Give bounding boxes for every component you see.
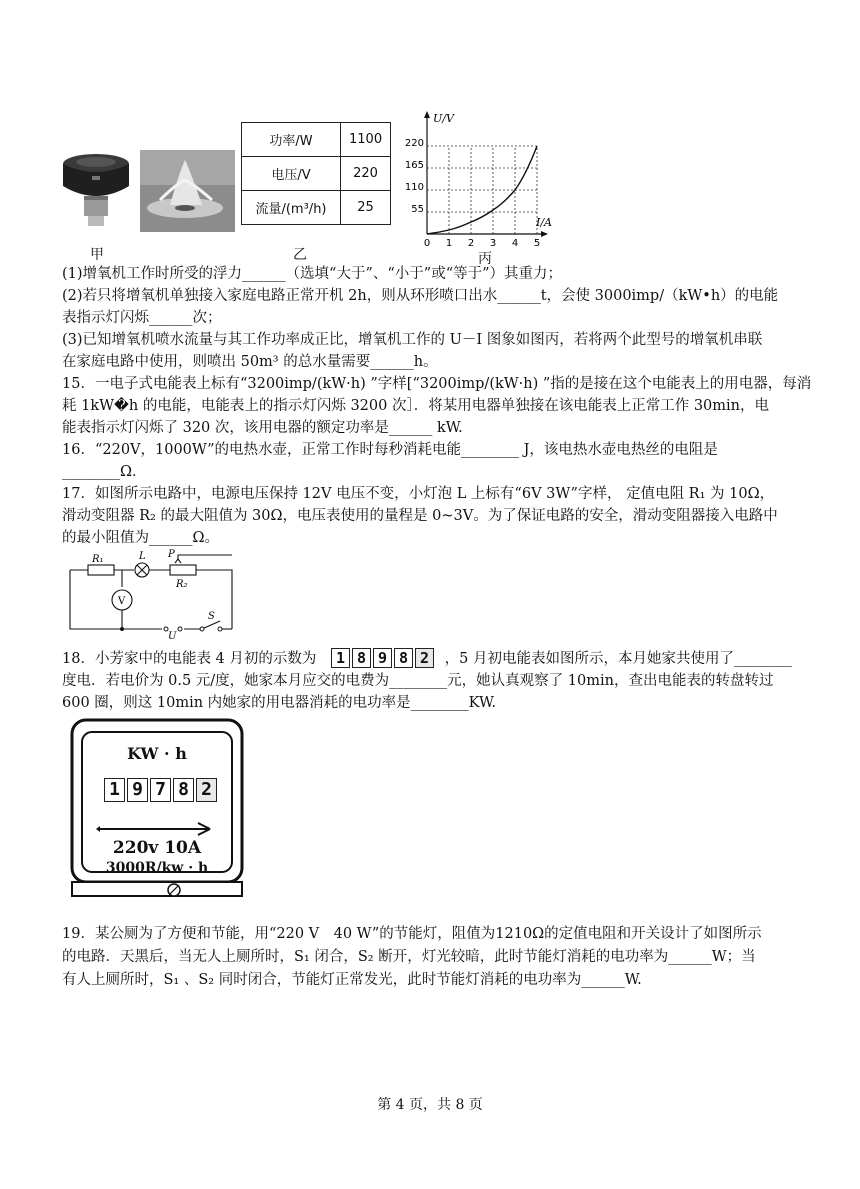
x-tick-label: 3: [489, 238, 497, 249]
meter-digit: 1: [104, 778, 125, 802]
electric-meter: [70, 718, 244, 898]
switch-label: S: [208, 611, 215, 622]
x-tick-label: 2: [467, 238, 475, 249]
question-line: 19．某公厕为了方便和节能，用“220 V 40 W”的节能灯，阻值为1210Ω的定值电阻和开关设计了如图所示: [62, 926, 762, 942]
spec-key: 功率/W: [242, 123, 341, 157]
x-axis-arrow: [541, 231, 548, 237]
meter-rating: 220v 10A: [112, 838, 202, 858]
q18-part1: 18．小芳家中的电能表 4 月初的示数为: [62, 651, 317, 667]
table-row: [242, 191, 391, 225]
aerator-device-image: [60, 150, 132, 232]
question-line: 16．“220V，1000W”的电热水壶，正常工作时每秒消耗电能________ J，该电热水壶电热丝的电阻是: [62, 442, 718, 458]
y-tick-label: 110: [404, 182, 424, 193]
question-line: 600 圈，则这 10min 内她家的用电器消耗的电功率是________KW.: [62, 695, 496, 711]
voltmeter-label: V: [118, 596, 126, 607]
meter-digits: [104, 778, 219, 802]
question-line: 的最小阻值为______Ω。: [62, 530, 220, 546]
digit: 2: [415, 648, 434, 668]
y-tick-label: 55: [411, 204, 424, 215]
question-line: 能表指示灯闪烁了 320 次，该用电器的额定功率是______ kW.: [62, 420, 463, 436]
digit: 1: [331, 648, 350, 668]
meter-constant: 3000R/kw · h: [105, 860, 209, 876]
question-line: ________Ω．: [62, 464, 147, 480]
q18-part2: ，5 月初电能表如图所示，本月她家共使用了________: [444, 651, 792, 667]
meter-digit: 9: [127, 778, 148, 802]
question-line: (1)增氧机工作时所受的浮力______（选填“大于”、“小于”或“等于”）其重力；: [62, 266, 563, 282]
x-axis-label: I/A: [536, 216, 552, 229]
question-line: 耗 1kW�h 的电能，电能表上的指示灯闪烁 3200 次］．将某用电器单独接在该电能表上正常工作 30min，电: [62, 398, 769, 414]
start-reading-digits: [331, 651, 441, 667]
question-line-18: [62, 648, 792, 668]
digit: 8: [394, 648, 413, 668]
x-tick-label: 4: [511, 238, 519, 249]
aerator-spec-table: [241, 122, 391, 225]
spec-value: 25: [341, 191, 391, 225]
spec-value: 1100: [341, 123, 391, 157]
x-tick-label: 0: [423, 238, 431, 249]
spec-key: 电压/V: [242, 157, 341, 191]
figure-label-bing: 丙: [478, 251, 492, 267]
u-i-graph: [400, 108, 550, 248]
x-tick-label: 5: [533, 238, 541, 249]
lamp-label: L: [139, 551, 146, 562]
slider-label: P: [168, 549, 175, 560]
r1-label: R₁: [92, 554, 104, 565]
table-row: [242, 123, 391, 157]
water-spray-image: [140, 150, 235, 232]
question-line: 有人上厕所时，S₁ 、S₂ 同时闭合，节能灯正常发光，此时节能灯消耗的电功率为______W.: [62, 972, 642, 988]
question-line: 15．一电子式电能表上标有“3200imp/(kW·h) ”字样[“3200imp/(kW·h) ”指的是接在这个电能表上的用电器，每消: [62, 376, 812, 392]
spec-value: 220: [341, 157, 391, 191]
question-line: 17．如图所示电路中，电源电压保持 12V 电压不变，小灯泡 L 上标有“6V 3W”字样， 定值电阻 R₁ 为 10Ω，: [62, 486, 775, 502]
r2-label: R₂: [176, 579, 188, 590]
y-axis-arrow: [424, 111, 430, 118]
question-line: 在家庭电路中使用，则喷出 50m³ 的总水量需要______h。: [62, 354, 438, 370]
source-label: U: [168, 631, 177, 642]
question-line: 度电．若电价为 0.5 元/度，她家本月应交的电费为________元，她认真观察了 10min，查出电能表的转盘转过: [62, 673, 774, 689]
y-tick-label: 165: [404, 160, 424, 171]
y-axis-label: U/V: [433, 112, 454, 125]
spec-key: 流量/(m³/h): [242, 191, 341, 225]
question-line: 表指示灯闪烁______次；: [62, 310, 222, 326]
question-line: 滑动变阻器 R₂ 的最大阻值为 30Ω，电压表使用的量程是 0~3V。为了保证电路的安全，滑动变阻器接入电路中: [62, 508, 778, 524]
x-tick-label: 1: [445, 238, 453, 249]
meter-unit: KW · h: [127, 744, 187, 763]
digit: 9: [373, 648, 392, 668]
table-row: [242, 157, 391, 191]
question-line: 的电路．天黑后，当无人上厕所时，S₁ 闭合，S₂ 断开，灯光较暗，此时节能灯消耗的电功率为______W；当: [62, 949, 756, 965]
meter-digit: 2: [196, 778, 217, 802]
figure-label-yi: 乙: [293, 247, 307, 263]
question-line: (2)若只将增氧机单独接入家庭电路正常开机 2h，则从环形喷口出水______t，会使 3000imp/（kW•h）的电能: [62, 288, 779, 304]
meter-digit: 7: [150, 778, 171, 802]
y-tick-label: 220: [404, 138, 424, 149]
page-footer: 第 4 页，共 8 页: [377, 1097, 483, 1113]
question-line: (3)已知增氧机喷水流量与其工作功率成正比，增氧机工作的 U－I 图象如图丙，若将两个此型号的增氧机串联: [62, 332, 763, 348]
meter-digit: 8: [173, 778, 194, 802]
digit: 8: [352, 648, 371, 668]
circuit-diagram-17: [62, 545, 242, 640]
figure-label-jia: 甲: [90, 247, 104, 263]
